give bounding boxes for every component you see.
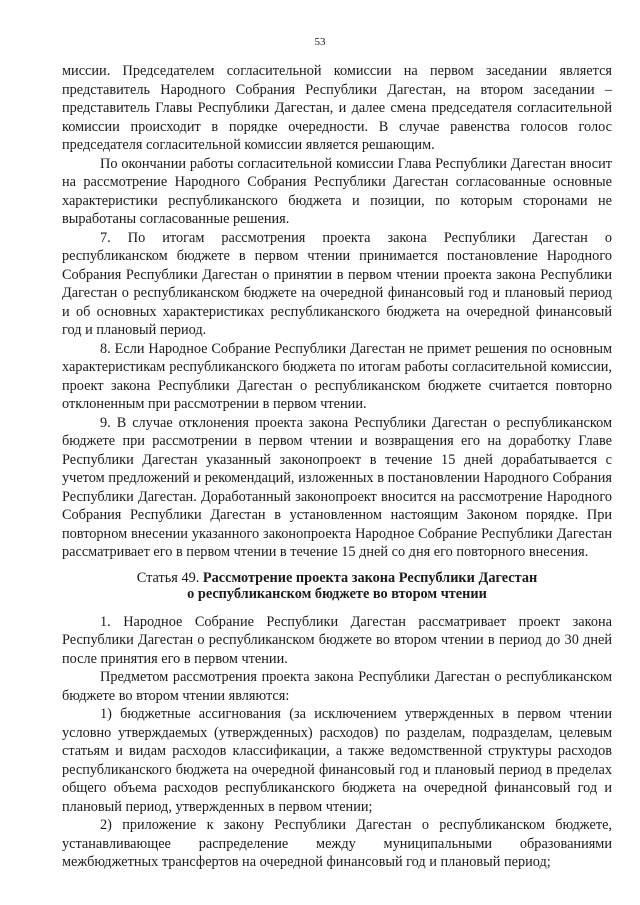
paragraph: 9. В случае отклонения проекта закона Республики Дагестан о республиканском бюджете при рассмотрении в первом чтении и возвращения его на доработку Главе Республики Дагестан указанный законопроект в течение 15 дней дорабатывается с учетом предложений и рекомендаций, изложенных в постановлении Народного Собрания Республики Дагестан. Доработанный законопроект вносится на рассмотрение Народного Собрания Республики Дагестан в установленном настоящим Законом порядке. При повторном внесении указанного законопроекта Народное Собрание Республики Дагестан рассматривает его в первом чтении в течение 15 дней со дня его повторного внесения. xyxy=(62,414,612,560)
paragraph: 8. Если Народное Собрание Республики Дагестан не примет решения по основным характеристикам республиканского бюджета по итогам работы согласительной комиссии, проект закона Республики Дагестан о республиканском бюджете считается повторно отклоненным при рассмотрении в первом чтении. xyxy=(62,340,612,412)
paragraph: 7. По итогам рассмотрения проекта закона Республики Дагестан о республиканском бюджете в первом чтении принимается постановление Народного Собрания Республики Дагестан о принятии в первом чтении проекта закона Республики Дагестан о республиканском бюджете на очередной финансовый год и плановый период и об основных характеристиках республиканского бюджета на очередной финансовый год и плановый период. xyxy=(62,229,612,338)
article-heading xyxy=(62,570,612,602)
paragraph: По окончании работы согласительной комиссии Глава Республики Дагестан вносит на рассмотрение Народного Собрания Республики Дагестан согласованные основные характеристики республиканского бюджета и позиции, по которым сторонами не выработаны согласованные решения. xyxy=(62,155,612,227)
paragraph: 1. Народное Собрание Республики Дагестан рассматривает проект закона Республики Дагестан о республиканском бюджете во втором чтении в период до 30 дней после принятия его в первом чтении. xyxy=(62,613,612,667)
document-body xyxy=(62,62,612,872)
paragraph: 1) бюджетные ассигнования (за исключением утвержденных в первом чтении условно утверждаемых (утвержденных) расходов) по разделам, подразделам, целевым статьям и видам расходов классификации, а также ведомственной структуры расходов республиканского бюджета на очередной финансовый год и плановый период в пределах общего объема расходов республиканского бюджета на очередной финансовый год и плановый период, утвержденных в первом чтении; xyxy=(62,706,612,815)
article-title-line2: о республиканском бюджете во втором чтении xyxy=(187,585,487,602)
paragraph: миссии. Председателем согласительной комиссии на первом заседании является представитель Народного Собрания Республики Дагестан, на втором заседании – представитель Главы Республики Дагестан, и далее смена председателя согласительной комиссии происходит в порядке очередности. В случае равенства голосов голос председателя согласительной комиссии является решающим. xyxy=(62,63,612,153)
paragraph: 2) приложение к закону Республики Дагестан о республиканском бюджете, устанавливающее распределение между муниципальными образованиями межбюджетных трансфертов на очередной финансовый год и плановый период; xyxy=(62,817,612,870)
article-title-line1: Рассмотрение проекта закона Республики Дагестан xyxy=(202,569,538,586)
page-number: 53 xyxy=(314,36,326,48)
article-number: Статья 49. xyxy=(136,569,200,586)
paragraph: Предметом рассмотрения проекта закона Республики Дагестан о республиканском бюджете во втором чтении являются: xyxy=(62,669,612,704)
